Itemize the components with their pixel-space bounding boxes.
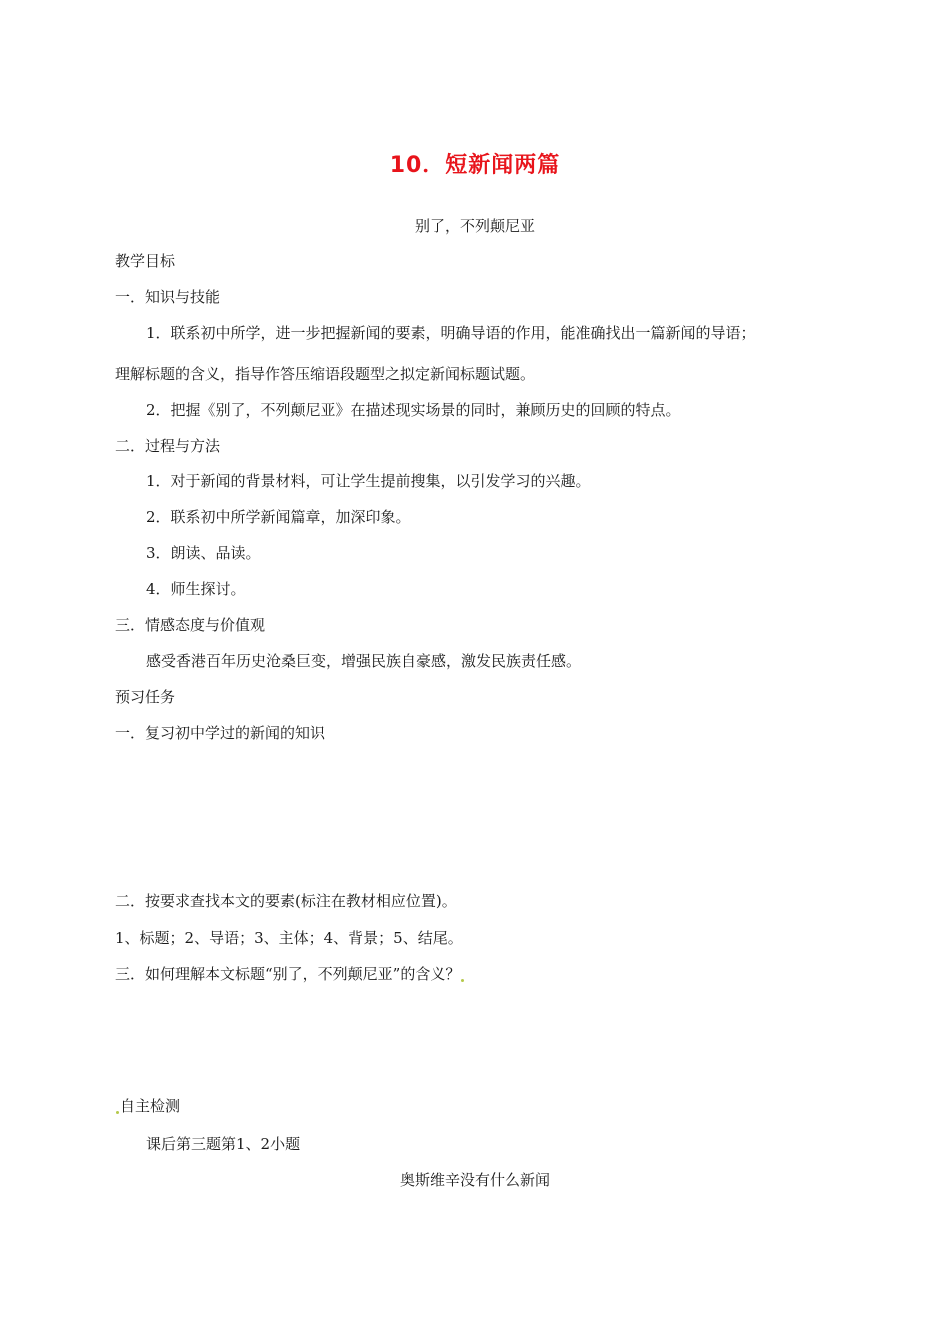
heading-preview-task: 预习任务: [115, 688, 176, 706]
document-title: 10．短新闻两篇: [389, 153, 561, 178]
section-heading-knowledge: 一．知识与技能: [115, 288, 221, 306]
self-check-text: 自主检测: [120, 1097, 181, 1115]
self-check-content: 课后第三题第1、2小题: [146, 1135, 301, 1153]
process-item-1: 1．对于新闻的背景材料，可让学生提前搜集，以引发学习的兴趣。: [146, 472, 591, 490]
knowledge-item-1-line-2: 理解标题的含义，指导作答压缩语段题型之拟定新闻标题试题。: [115, 365, 536, 383]
heading-self-check: [115, 1096, 180, 1116]
knowledge-item-2: 2．把握《别了，不列颠尼亚》在描述现实场景的同时，兼顾历史的回顾的特点。: [146, 401, 681, 419]
preview-task-2-items: 1、标题；2、导语；3、主体；4、背景；5、结尾。: [115, 929, 463, 947]
process-item-2: 2．联系初中所学新闻篇章，加深印象。: [146, 508, 411, 526]
section-heading-process: 二．过程与方法: [115, 437, 221, 455]
marker-dot: [116, 1111, 119, 1114]
preview-task-3: [115, 964, 465, 984]
preview-task-3-text: 三．如何理解本文标题“别了，不列颠尼亚”的含义？: [115, 965, 461, 983]
heading-teaching-goals: 教学目标: [115, 252, 176, 270]
preview-task-2: 二．按要求查找本文的要素(标注在教材相应位置)。: [115, 892, 457, 910]
article-title-1: 别了，不列颠尼亚: [414, 217, 535, 235]
preview-task-1: 一．复习初中学过的新闻的知识: [115, 724, 326, 742]
process-item-4: 4．师生探讨。: [146, 580, 246, 598]
article-title-2: 奥斯维辛没有什么新闻: [399, 1171, 550, 1189]
marker-dot: [461, 979, 464, 982]
attitude-text: 感受香港百年历史沧桑巨变，增强民族自豪感，激发民族责任感。: [146, 652, 582, 670]
process-item-3: 3．朗读、品读。: [146, 544, 261, 562]
section-heading-attitude: 三．情感态度与价值观: [115, 616, 266, 634]
knowledge-item-1-line-1: 1．联系初中所学，进一步把握新闻的要素，明确导语的作用，能准确找出一篇新闻的导语；: [146, 324, 756, 342]
